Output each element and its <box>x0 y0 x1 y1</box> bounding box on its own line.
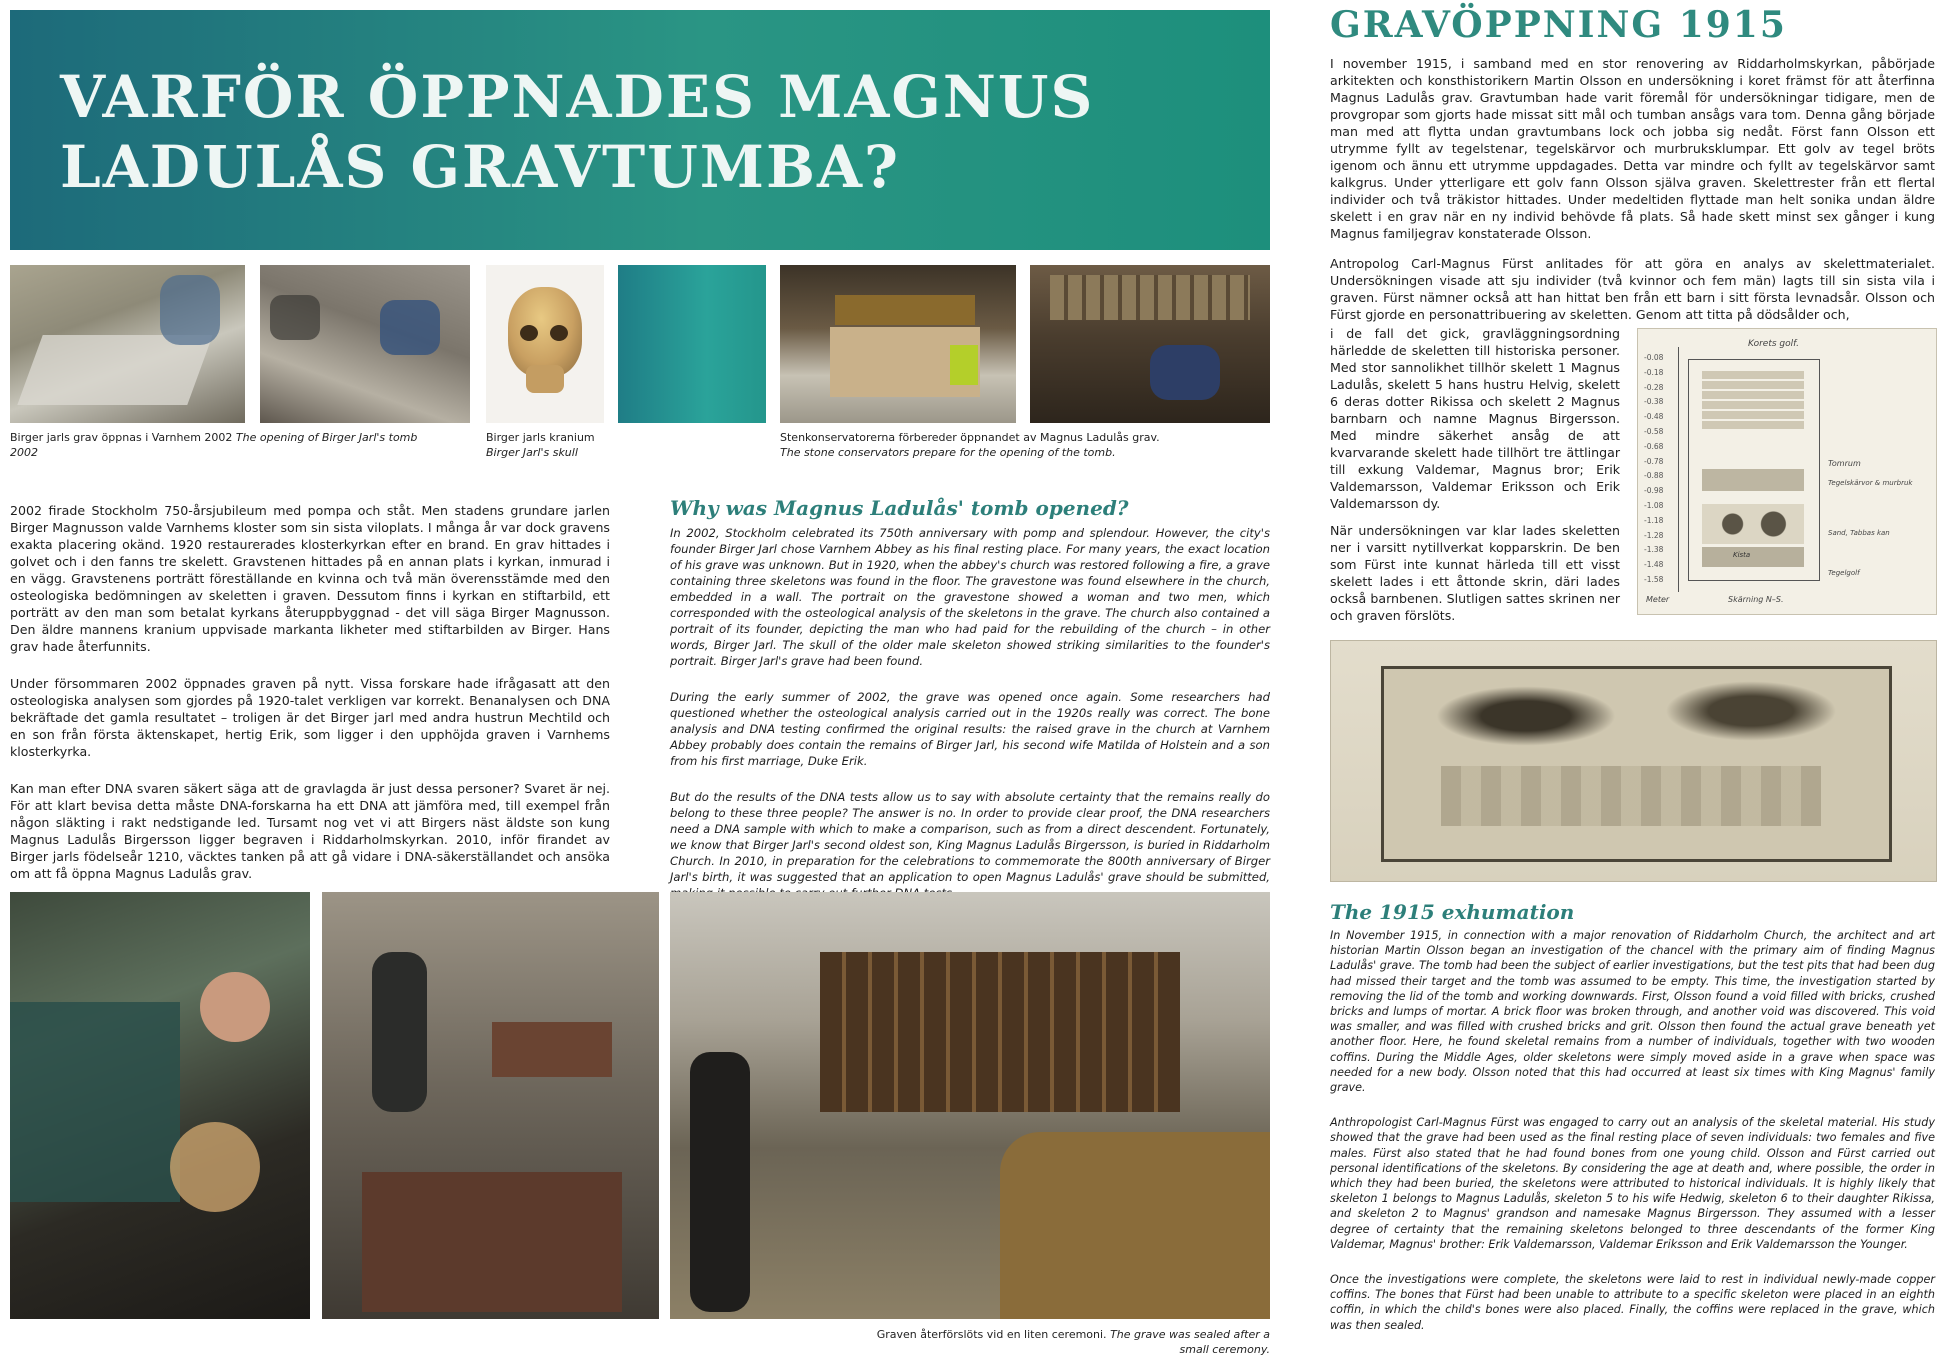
depth-tick-label: -1.28 <box>1644 530 1664 540</box>
photo-church-tomb <box>1030 265 1270 423</box>
grave-drawing <box>1330 640 1937 882</box>
right-en-heading: The 1915 exhumation <box>1330 900 1575 924</box>
left-swedish-text <box>10 502 610 902</box>
caption-conservators-en: The stone conservators prepare for the opening of the tomb. <box>780 446 1116 459</box>
caption-varnhem-sv: Birger jarls grav öppnas i Varnhem 2002 <box>10 431 233 444</box>
photo-workers-grave <box>260 265 470 423</box>
right-sv-paragraph-2a: Antropolog Carl-Magnus Fürst anlitades för att göra en analys av skelettmaterialet. Undersökningen visade att sju individer (två kvinnor och fem män) lagts till sin sista vila i graven. Fürst nämner också att han hittat ben från ett barn i sitt första levnadsår. Olsson och Fürst gjorde en personattribuering av skeletten. Genom att titta på dödsålder och, <box>1330 256 1935 322</box>
page-title: VARFÖR ÖPPNADES MAGNUS LADULÅS GRAVTUMBA? <box>60 63 1095 201</box>
diagram-bottom-caption: Skärning N–S. <box>1728 595 1784 604</box>
left-sv-paragraph-3: Kan man efter DNA svaren säkert säga att de gravlagda är just dessa personer? Svaret är nej. För att klart bevisa detta måste DNA-forskarna ha ett DNA att jämföra med, till exempel från någon släkting i rakt nedstigande led. Tursamt nog vet vi att Birgers näst äldste son kung Magnus Ladulås Birgersson ligger begraven i Riddarholmskyrkan. 2010, inför firandet av Birger jarls födelseår 1210, väcktes tanken på att gå vidare i DNA-säkerställandet och ansöka om att få öppna Magnus Ladulås grav. <box>10 781 610 881</box>
caption-skull <box>486 430 646 460</box>
depth-tick-label: -0.08 <box>1644 353 1664 362</box>
depth-tick-label: -0.28 <box>1644 382 1664 392</box>
photo-ceremony <box>670 892 1270 1319</box>
caption-skull-en: Birger Jarl's skull <box>486 446 578 459</box>
caption-varnhem <box>10 430 430 460</box>
caption-conservators-sv: Stenkonservatorerna förbereder öppnandet av Magnus Ladulås grav. <box>780 431 1160 444</box>
caption-varnhem-en: The opening of Birger Jarl's tomb 2002 <box>10 431 418 459</box>
diagram-label-rubble: Tegelskärvor & murbruk <box>1828 479 1913 487</box>
diagram-bottom-label: Meter <box>1646 595 1670 604</box>
right-en-paragraph-1: In November 1915, in connection with a major renovation of Riddarholm Church, the architect and art historian Martin Olsson began an investigation of the chancel with the primary aim of finding Magnus Ladulås' grave. The tomb had been the subject of earlier investigations, but the test pits that had been dug had missed their target and the tomb was assumed to be empty. This time, the investigation started by removing the lid of the tomb and working downwards. First, Olsson found a void filled with bricks, crushed bricks and lumps of mortar. A brick floor was broken through, and another void was discovered. This void was smaller, and was filled with crushed bricks and grit. Olsson then found the actual grave beneath yet another floor. Here, he found skeletal remains from a number of individuals, together with two wooden coffins. During the Middle Ages, older skeletons were simply moved aside in a grave when space was needed for a new body. Olsson noted that this had occurred at least six times with King Magnus' family grave. <box>1330 929 1935 1095</box>
depth-tick-label: -0.68 <box>1644 441 1664 451</box>
photo-tomb-opening-varnhem <box>10 265 245 423</box>
diagram-label-floor: Tegelgolf <box>1828 569 1860 577</box>
depth-tick-label: -1.08 <box>1644 500 1664 510</box>
caption-skull-sv: Birger jarls kranium <box>486 431 595 444</box>
right-english-text <box>1330 928 1935 1353</box>
mid-en-paragraph-3: But do the results of the DNA tests allow us to say with absolute certainty that the remains really do belong to these three people? The answer is no. In order to provide clear proof, the DNA researchers need a DNA sample with which to make a comparison, such as from a direct descendent. Fortunately, we know that Birger Jarl's second oldest son, King Magnus Ladulås Birgersson, is buried in Riddarholm Church. In 2010, in preparation for the celebrations to commemorate the 800th anniversary of Birger Jarl's birth, it was suggested that an application to open Magnus Ladulås' grave should be submitted, <box>670 790 1270 884</box>
caption-ceremony-en: The grave was sealed after a small ceremony. <box>1110 1328 1270 1356</box>
depth-tick-label: -1.58 <box>1644 574 1664 584</box>
right-en-paragraph-2: Anthropologist Carl-Magnus Fürst was engaged to carry out an analysis of the skeletal material. His study showed that the grave had been used as the final resting place of seven individuals: two females and five males. Fürst also stated that he had found bones from one young child. Olsson and Fürst carried out personal identifications of the skeletons. By considering the age at death and, where possible, the order in which they had been buried, the skeletons were attributed to historical individuals. It is highly likely that skeleton 1 belongs to Magnus Ladulås, skeleton 5 to his wife Hedwig, skeleton 6 to their daughter Rikissa, and skeleton 2 to Magnus' grandson and namesake Magnus Birgersson. They assumed with a lesser degree of certainty that the remaining skeletons belonged to three descendants of the former King Valdemar, Magnus' brother: Erik Valdemarsson, Valdemar Eriksson and Erik Valdemarsson the Younger. <box>1330 1116 1935 1251</box>
right-sv-paragraph-2b: i de fall det gick, gravläggningsordning härledde de skeletten till historiska personer. Med stor sannolikhet tillhör skelett 1 Magnus Ladulås, skelett 5 hans hustru Helvig, skelett 6 deras dotter Rikissa och skelett 2 Magnus barnbarn och namne Magnus Birgersson. Med mindre säkerhet ansåg de att kvarvarande skelett hade tillhört tre ättlingar till exkung Valdemar, Magnus bror; Erik Valdemarsson, Valdemar Eriksson och Erik Valdemarsson dy. <box>1330 326 1620 511</box>
left-sv-paragraph-2: Under försommaren 2002 öppnades graven på nytt. Vissa forskare hade ifrågasatt att den osteologiska analysen som gjordes på 1920-talet verkligen var korrekt. Benanalysen och DNA bekräftade det gamla resultatet – troligen är det Birger jarl med andra hustrun Mechtild och en son från första äktenskapet, hertig Erik, som ligger i den upphöjda graven i Varnhems klosterkyrka. <box>10 676 610 759</box>
diagram-depth-scale <box>1644 351 1674 588</box>
diagram-label-void: Tomrum <box>1828 459 1861 468</box>
right-sv-paragraph-3: När undersökningen var klar lades skeletten ner i varsitt nytillverkat kopparskrin. De ben som Fürst inte kunnat härleda till ett visst skelett lades i ett åttonde skrin, däri lades också barnbenen. Slutligen sattes skrinen ner och graven förslöts. <box>1330 523 1620 623</box>
right-en-paragraph-3: Once the investigations were complete, the skeletons were laid to rest in individual newly-made copper coffins. The bones that Fürst had been unable to attribute to a specific skeleton were placed in an eighth coffin, in which the child's bones were also placed. Finally, the coffins were replaced in the grave, which was then sealed. <box>1330 1273 1935 1332</box>
depth-tick-label: -0.38 <box>1644 397 1664 407</box>
right-sv-heading: GRAVÖPPNING 1915 <box>1330 4 1787 46</box>
depth-tick-label: -0.48 <box>1644 412 1664 422</box>
left-sv-paragraph-1: 2002 firade Stockholm 750-årsjubileum med pompa och ståt. Men stadens grundare jarlen Birger Magnusson valde Varnhems kloster som sin sista viloplats. I många år var dock gravens exakta placering okänd. 1920 restaurerades klosterkyrkan efter en brand. En grav hittades i golvet och i den fanns tre skelett. Gravstenen hittades på en annan plats i kyrkan, inmurad i en vägg. Gravstenens porträtt föreställande en kvinna och två män överensstämde med den osteologiska bedömningen av skeletten i graven. Dessutom finns i kyrkan en stiftarbild, ett porträtt av den man som betalat kyrkans återuppbyggnad - det vill säga Birger Magnusson. Den äldre mannens kranium uppvisade markanta likheter med stiftarbilden av Birger. Hans grav hade återfunnits. <box>10 503 610 654</box>
grave-cross-section-diagram <box>1637 328 1937 615</box>
photo-skull <box>486 265 604 423</box>
photo-conservators <box>780 265 1016 423</box>
depth-tick-label: -0.18 <box>1644 367 1664 377</box>
mid-english-text <box>670 525 1270 921</box>
mid-en-paragraph-1: In 2002, Stockholm celebrated its 750th anniversary with pomp and splendour. However, the city's founder Birger Jarl chose Varnhem Abbey as his final resting place. For many years, the exact location of his grave was unknown. But in 1920, when the abbey's church was restored following a fire, a grave containing three skeletons was found in the floor. The gravestone was found elsewhere in the church, embedded in a wall. The portrait on the gravestone showed a woman and two men, which corresponded with the osteological analysis of the skeletons in the grave. The church also contained a portrait of its founder, depicting the man who had paid for the rebuilding of the church – in other words, Birger Jarl. The skull of the older male skeleton showed striking similarities to the founder's portrait. Birger Jarl's grave had been found. <box>670 526 1270 668</box>
depth-tick-label: -1.18 <box>1644 515 1664 525</box>
title-banner <box>10 10 1270 250</box>
caption-ceremony <box>845 1327 1270 1357</box>
diagram-label-sand: Sand, Tabbas kan <box>1828 529 1890 537</box>
diagram-top-label: Korets golf. <box>1748 339 1799 349</box>
depth-tick-label: -0.88 <box>1644 471 1664 481</box>
depth-tick-label: -0.58 <box>1644 426 1664 436</box>
teal-gradient-tile <box>618 265 766 423</box>
diagram-label-coffin: Kista <box>1733 551 1751 559</box>
right-sv-paragraph-1: I november 1915, i samband med en stor renovering av Riddarholmskyrkan, påbörjade arkitekten och konsthistorikern Martin Olsson en undersökning i koret främst för att återfinna Magnus Ladulås grav. Gravtumban hade varit föremål för undersökningar tidigare, men de provgropar som gjorts hade missat sitt mål och tumban ansågs vara tom. Denna gång började man med att flytta undan gravtumbans lock och jobba sig nedåt. Först fann Olsson ett utrymme fyllt av tegelstenar, tegelskärvor och murbruksklumpar. Ett golv av tegel bröts igenom och ännu ett utrymme uppdagades. Detta var mindre och fyllt av tegelskärvor samt kalkgrus. Under ytterligare ett golv fann Olsson själva graven. Skelettrester från ett flertal individer och två träkistor hittades. Under medeltiden flyttade man helt sonika undan äldre skelett i en grav när en ny individ behövde få plats. Så hade skett minst sex gånger i kung Magnus familjegrav konstaterade Olsson. <box>1330 56 1935 241</box>
caption-conservators <box>780 430 1200 460</box>
depth-tick-label: -0.78 <box>1644 456 1664 466</box>
depth-tick-label: -0.98 <box>1644 486 1664 496</box>
photo-carrying-box <box>322 892 659 1319</box>
mid-en-paragraph-2: During the early summer of 2002, the grave was opened once again. Some researchers had questioned whether the osteological analysis carried out in the 1920s really was correct. The bone analysis and DNA testing confirmed the original results: the raised grave in the church at Varnhem Abbey probably does contain the remains of Birger Jarl, his second wife Matilda of Holstein and a son from his first marriage, Duke Erik. <box>670 690 1270 768</box>
mid-en-heading: Why was Magnus Ladulås' tomb opened? <box>670 496 1129 520</box>
caption-ceremony-sv: Graven återförslöts vid en liten ceremoni. <box>876 1328 1107 1341</box>
depth-tick-label: -1.38 <box>1644 545 1664 555</box>
photo-examining-coffin <box>10 892 310 1319</box>
depth-tick-label: -1.48 <box>1644 560 1664 570</box>
